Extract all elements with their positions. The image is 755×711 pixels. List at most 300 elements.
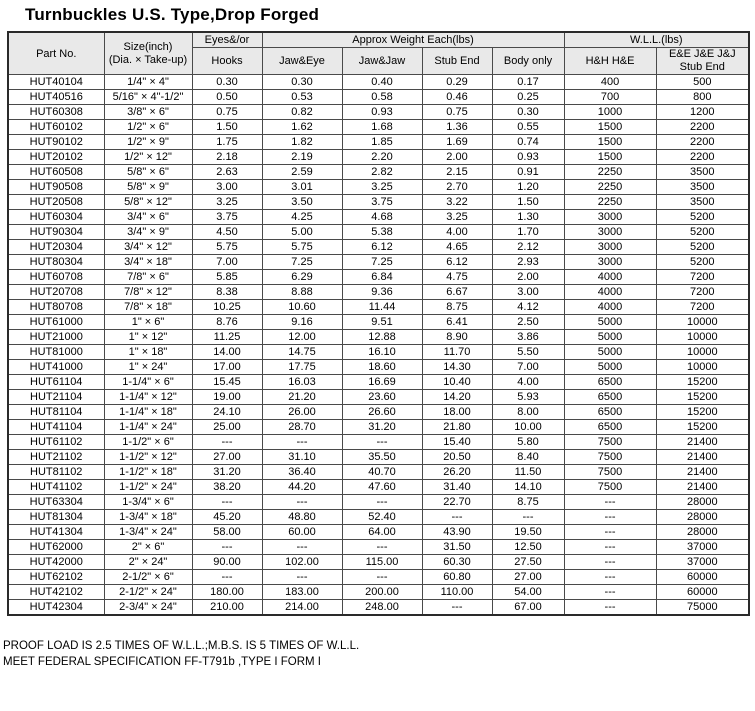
cell-jaw-jaw-weight: --- <box>342 495 422 510</box>
cell-body-only-weight: 4.00 <box>492 375 564 390</box>
cell-jaw-jaw-weight: --- <box>342 570 422 585</box>
cell-stub-end-weight: 4.65 <box>422 240 492 255</box>
table-row <box>8 600 749 616</box>
cell-stub-end-weight: 31.50 <box>422 540 492 555</box>
cell-jaw-jaw-weight: 16.10 <box>342 345 422 360</box>
table-row <box>8 375 749 390</box>
cell-wll-stub-end: 500 <box>656 75 749 90</box>
cell-part-no: HUT20304 <box>8 240 104 255</box>
cell-body-only-weight: 2.93 <box>492 255 564 270</box>
cell-wll-hh-he: 1500 <box>564 150 656 165</box>
table-row <box>8 435 749 450</box>
cell-hooks-weight: --- <box>192 540 262 555</box>
cell-body-only-weight: 0.25 <box>492 90 564 105</box>
cell-jaw-eye-weight: --- <box>262 570 342 585</box>
cell-size: 7/8" × 12" <box>104 285 192 300</box>
cell-jaw-jaw-weight: --- <box>342 540 422 555</box>
cell-part-no: HUT63304 <box>8 495 104 510</box>
cell-size: 5/16" × 4"-1/2" <box>104 90 192 105</box>
cell-part-no: HUT41104 <box>8 420 104 435</box>
table-row <box>8 315 749 330</box>
cell-part-no: HUT60708 <box>8 270 104 285</box>
table-row <box>8 510 749 525</box>
cell-part-no: HUT61104 <box>8 375 104 390</box>
cell-wll-stub-end: 60000 <box>656 585 749 600</box>
cell-part-no: HUT60308 <box>8 105 104 120</box>
cell-jaw-eye-weight: 0.53 <box>262 90 342 105</box>
cell-part-no: HUT81104 <box>8 405 104 420</box>
footer-note-specification: MEET FEDERAL SPECIFICATION FF-T791b ,TYPE I FORM I <box>3 656 322 668</box>
cell-hooks-weight: 5.75 <box>192 240 262 255</box>
cell-part-no: HUT21104 <box>8 390 104 405</box>
cell-body-only-weight: 19.50 <box>492 525 564 540</box>
cell-size: 7/8" × 18" <box>104 300 192 315</box>
cell-hooks-weight: 1.50 <box>192 120 262 135</box>
cell-wll-hh-he: 5000 <box>564 330 656 345</box>
cell-stub-end-weight: 60.80 <box>422 570 492 585</box>
cell-jaw-eye-weight: 9.16 <box>262 315 342 330</box>
cell-wll-stub-end: 3500 <box>656 180 749 195</box>
footer-notes <box>3 638 755 670</box>
table-row <box>8 165 749 180</box>
cell-wll-hh-he: 6500 <box>564 405 656 420</box>
table-row <box>8 465 749 480</box>
cell-wll-hh-he: --- <box>564 525 656 540</box>
cell-hooks-weight: 1.75 <box>192 135 262 150</box>
cell-size: 1" × 18" <box>104 345 192 360</box>
cell-stub-end-weight: 6.12 <box>422 255 492 270</box>
cell-wll-hh-he: 4000 <box>564 285 656 300</box>
cell-wll-stub-end: 75000 <box>656 600 749 616</box>
cell-stub-end-weight: 1.36 <box>422 120 492 135</box>
table-row <box>8 135 749 150</box>
cell-wll-stub-end: 28000 <box>656 495 749 510</box>
cell-jaw-jaw-weight: 5.38 <box>342 225 422 240</box>
cell-body-only-weight: 54.00 <box>492 585 564 600</box>
cell-wll-hh-he: 5000 <box>564 360 656 375</box>
cell-part-no: HUT40104 <box>8 75 104 90</box>
cell-body-only-weight: 10.00 <box>492 420 564 435</box>
cell-jaw-jaw-weight: 52.40 <box>342 510 422 525</box>
cell-stub-end-weight: 4.00 <box>422 225 492 240</box>
table-row <box>8 75 749 90</box>
cell-stub-end-weight: 110.00 <box>422 585 492 600</box>
cell-body-only-weight: 5.50 <box>492 345 564 360</box>
cell-stub-end-weight: 22.70 <box>422 495 492 510</box>
cell-body-only-weight: 0.91 <box>492 165 564 180</box>
cell-body-only-weight: 2.12 <box>492 240 564 255</box>
cell-hooks-weight: 4.50 <box>192 225 262 240</box>
header-size-line2: (Dia. × Take-up) <box>108 53 188 66</box>
table-row <box>8 450 749 465</box>
cell-wll-stub-end: 7200 <box>656 300 749 315</box>
header-wll: W.L.L.(lbs) <box>564 32 749 48</box>
cell-hooks-weight: 31.20 <box>192 465 262 480</box>
table-row <box>8 195 749 210</box>
page-title: Turnbuckles U.S. Type,Drop Forged <box>25 5 320 24</box>
footer-note-proof-load: PROOF LOAD IS 2.5 TIMES OF W.L.L.;M.B.S. IS 5 TIMES OF W.L.L. <box>3 640 360 652</box>
cell-body-only-weight: 5.93 <box>492 390 564 405</box>
cell-hooks-weight: 0.75 <box>192 105 262 120</box>
cell-part-no: HUT20102 <box>8 150 104 165</box>
cell-wll-hh-he: 2250 <box>564 180 656 195</box>
cell-body-only-weight: 0.17 <box>492 75 564 90</box>
cell-size: 1/2" × 9" <box>104 135 192 150</box>
cell-jaw-jaw-weight: 0.58 <box>342 90 422 105</box>
cell-jaw-jaw-weight: --- <box>342 435 422 450</box>
cell-wll-hh-he: 3000 <box>564 210 656 225</box>
cell-part-no: HUT42102 <box>8 585 104 600</box>
cell-body-only-weight: 0.30 <box>492 105 564 120</box>
turnbuckle-spec-table <box>7 31 750 616</box>
cell-jaw-eye-weight: --- <box>262 540 342 555</box>
cell-size: 1" × 6" <box>104 315 192 330</box>
cell-jaw-jaw-weight: 0.93 <box>342 105 422 120</box>
cell-body-only-weight: --- <box>492 510 564 525</box>
cell-jaw-eye-weight: 16.03 <box>262 375 342 390</box>
table-body <box>8 75 749 616</box>
cell-wll-hh-he: 7500 <box>564 465 656 480</box>
cell-jaw-eye-weight: 2.19 <box>262 150 342 165</box>
cell-hooks-weight: 14.00 <box>192 345 262 360</box>
table-row <box>8 525 749 540</box>
cell-part-no: HUT61000 <box>8 315 104 330</box>
cell-wll-hh-he: 4000 <box>564 300 656 315</box>
table-header <box>8 32 749 75</box>
cell-jaw-jaw-weight: 18.60 <box>342 360 422 375</box>
header-approx-weight: Approx Weight Each(lbs) <box>262 32 564 48</box>
cell-part-no: HUT21000 <box>8 330 104 345</box>
cell-size: 1/4" × 4" <box>104 75 192 90</box>
header-ee-je-jj <box>656 48 749 75</box>
cell-wll-hh-he: 3000 <box>564 225 656 240</box>
cell-hooks-weight: 10.25 <box>192 300 262 315</box>
table-row <box>8 585 749 600</box>
cell-jaw-eye-weight: 102.00 <box>262 555 342 570</box>
cell-jaw-jaw-weight: 23.60 <box>342 390 422 405</box>
table-row <box>8 390 749 405</box>
cell-body-only-weight: 7.00 <box>492 360 564 375</box>
cell-size: 1" × 24" <box>104 360 192 375</box>
cell-wll-hh-he: 1500 <box>564 135 656 150</box>
table-row <box>8 360 749 375</box>
cell-jaw-eye-weight: --- <box>262 435 342 450</box>
cell-body-only-weight: 0.93 <box>492 150 564 165</box>
table-row <box>8 330 749 345</box>
cell-body-only-weight: 2.50 <box>492 315 564 330</box>
cell-jaw-eye-weight: 3.01 <box>262 180 342 195</box>
cell-stub-end-weight: 10.40 <box>422 375 492 390</box>
table-row <box>8 570 749 585</box>
cell-body-only-weight: 3.00 <box>492 285 564 300</box>
cell-size: 3/4" × 18" <box>104 255 192 270</box>
cell-stub-end-weight: 18.00 <box>422 405 492 420</box>
cell-hooks-weight: 19.00 <box>192 390 262 405</box>
cell-stub-end-weight: 14.20 <box>422 390 492 405</box>
header-hh-he: H&H H&E <box>564 48 656 75</box>
table-row <box>8 120 749 135</box>
cell-wll-hh-he: 1500 <box>564 120 656 135</box>
cell-size: 2" × 6" <box>104 540 192 555</box>
cell-part-no: HUT80708 <box>8 300 104 315</box>
table-row <box>8 150 749 165</box>
table-row <box>8 210 749 225</box>
cell-stub-end-weight: 8.75 <box>422 300 492 315</box>
cell-size: 2-3/4" × 24" <box>104 600 192 616</box>
cell-jaw-eye-weight: 1.82 <box>262 135 342 150</box>
cell-stub-end-weight: 3.22 <box>422 195 492 210</box>
cell-size: 2-1/2" × 24" <box>104 585 192 600</box>
cell-jaw-eye-weight: 12.00 <box>262 330 342 345</box>
table-row <box>8 180 749 195</box>
cell-hooks-weight: 17.00 <box>192 360 262 375</box>
cell-body-only-weight: 0.74 <box>492 135 564 150</box>
cell-stub-end-weight: 0.46 <box>422 90 492 105</box>
cell-hooks-weight: 27.00 <box>192 450 262 465</box>
cell-hooks-weight: --- <box>192 570 262 585</box>
table-row <box>8 555 749 570</box>
cell-size: 1-1/2" × 12" <box>104 450 192 465</box>
cell-hooks-weight: 7.00 <box>192 255 262 270</box>
cell-part-no: HUT90508 <box>8 180 104 195</box>
cell-stub-end-weight: 31.40 <box>422 480 492 495</box>
cell-part-no: HUT80304 <box>8 255 104 270</box>
cell-wll-stub-end: 21400 <box>656 450 749 465</box>
cell-wll-hh-he: --- <box>564 570 656 585</box>
cell-wll-stub-end: 5200 <box>656 225 749 240</box>
cell-size: 1-1/2" × 18" <box>104 465 192 480</box>
cell-jaw-eye-weight: 183.00 <box>262 585 342 600</box>
cell-wll-stub-end: 1200 <box>656 105 749 120</box>
cell-hooks-weight: 11.25 <box>192 330 262 345</box>
cell-size: 1-1/4" × 12" <box>104 390 192 405</box>
cell-body-only-weight: 27.50 <box>492 555 564 570</box>
cell-jaw-jaw-weight: 1.85 <box>342 135 422 150</box>
cell-jaw-eye-weight: 48.80 <box>262 510 342 525</box>
table-row <box>8 285 749 300</box>
table-row <box>8 270 749 285</box>
cell-size: 5/8" × 6" <box>104 165 192 180</box>
cell-stub-end-weight: 0.29 <box>422 75 492 90</box>
table-row <box>8 240 749 255</box>
table-row <box>8 480 749 495</box>
cell-size: 1-1/4" × 6" <box>104 375 192 390</box>
cell-hooks-weight: 15.45 <box>192 375 262 390</box>
cell-jaw-jaw-weight: 9.36 <box>342 285 422 300</box>
cell-jaw-jaw-weight: 2.20 <box>342 150 422 165</box>
cell-size: 1-1/4" × 24" <box>104 420 192 435</box>
cell-hooks-weight: 210.00 <box>192 600 262 616</box>
cell-wll-hh-he: --- <box>564 600 656 616</box>
cell-jaw-jaw-weight: 6.84 <box>342 270 422 285</box>
cell-hooks-weight: 2.63 <box>192 165 262 180</box>
header-size <box>104 32 192 75</box>
header-hooks: Hooks <box>192 48 262 75</box>
cell-jaw-jaw-weight: 11.44 <box>342 300 422 315</box>
cell-body-only-weight: 8.00 <box>492 405 564 420</box>
cell-stub-end-weight: 60.30 <box>422 555 492 570</box>
cell-jaw-jaw-weight: 1.68 <box>342 120 422 135</box>
cell-part-no: HUT60508 <box>8 165 104 180</box>
cell-hooks-weight: 0.50 <box>192 90 262 105</box>
cell-stub-end-weight: 15.40 <box>422 435 492 450</box>
cell-wll-hh-he: --- <box>564 495 656 510</box>
cell-stub-end-weight: 2.70 <box>422 180 492 195</box>
cell-part-no: HUT60102 <box>8 120 104 135</box>
table-row <box>8 540 749 555</box>
cell-body-only-weight: 27.00 <box>492 570 564 585</box>
cell-wll-stub-end: 7200 <box>656 285 749 300</box>
cell-wll-stub-end: 3500 <box>656 195 749 210</box>
cell-hooks-weight: 25.00 <box>192 420 262 435</box>
cell-jaw-jaw-weight: 64.00 <box>342 525 422 540</box>
table-row <box>8 255 749 270</box>
cell-wll-hh-he: 4000 <box>564 270 656 285</box>
cell-wll-stub-end: 15200 <box>656 375 749 390</box>
cell-wll-stub-end: 21400 <box>656 480 749 495</box>
cell-part-no: HUT42000 <box>8 555 104 570</box>
cell-part-no: HUT60304 <box>8 210 104 225</box>
cell-hooks-weight: 45.20 <box>192 510 262 525</box>
cell-jaw-eye-weight: 31.10 <box>262 450 342 465</box>
cell-jaw-jaw-weight: 26.60 <box>342 405 422 420</box>
cell-hooks-weight: 0.30 <box>192 75 262 90</box>
cell-size: 5/8" × 12" <box>104 195 192 210</box>
cell-jaw-eye-weight: 3.50 <box>262 195 342 210</box>
header-ee-je-jj-line1: E&E J&E J&J <box>668 48 736 60</box>
cell-hooks-weight: 5.85 <box>192 270 262 285</box>
cell-wll-stub-end: 2200 <box>656 135 749 150</box>
cell-size: 1" × 12" <box>104 330 192 345</box>
cell-wll-stub-end: 37000 <box>656 555 749 570</box>
cell-hooks-weight: --- <box>192 495 262 510</box>
cell-wll-hh-he: --- <box>564 585 656 600</box>
cell-size: 2-1/2" × 6" <box>104 570 192 585</box>
cell-wll-stub-end: 15200 <box>656 390 749 405</box>
cell-jaw-jaw-weight: 2.82 <box>342 165 422 180</box>
cell-wll-hh-he: 3000 <box>564 255 656 270</box>
cell-stub-end-weight: 1.69 <box>422 135 492 150</box>
cell-part-no: HUT90102 <box>8 135 104 150</box>
cell-part-no: HUT61102 <box>8 435 104 450</box>
cell-jaw-eye-weight: 4.25 <box>262 210 342 225</box>
cell-jaw-jaw-weight: 31.20 <box>342 420 422 435</box>
cell-size: 1-3/4" × 6" <box>104 495 192 510</box>
cell-stub-end-weight: 43.90 <box>422 525 492 540</box>
cell-wll-hh-he: 7500 <box>564 450 656 465</box>
cell-stub-end-weight: 0.75 <box>422 105 492 120</box>
cell-size: 3/8" × 6" <box>104 105 192 120</box>
cell-jaw-jaw-weight: 248.00 <box>342 600 422 616</box>
header-jaw-eye: Jaw&Eye <box>262 48 342 75</box>
cell-size: 1-1/2" × 24" <box>104 480 192 495</box>
cell-hooks-weight: 90.00 <box>192 555 262 570</box>
cell-stub-end-weight: --- <box>422 510 492 525</box>
cell-wll-stub-end: 21400 <box>656 435 749 450</box>
cell-jaw-eye-weight: 0.82 <box>262 105 342 120</box>
cell-part-no: HUT81304 <box>8 510 104 525</box>
cell-stub-end-weight: 11.70 <box>422 345 492 360</box>
cell-size: 1-1/2" × 6" <box>104 435 192 450</box>
cell-wll-hh-he: 1000 <box>564 105 656 120</box>
cell-wll-hh-he: 5000 <box>564 315 656 330</box>
cell-part-no: HUT20708 <box>8 285 104 300</box>
cell-body-only-weight: 14.10 <box>492 480 564 495</box>
cell-wll-stub-end: 28000 <box>656 525 749 540</box>
cell-size: 2" × 24" <box>104 555 192 570</box>
cell-size: 1/2" × 6" <box>104 120 192 135</box>
cell-wll-stub-end: 800 <box>656 90 749 105</box>
cell-jaw-jaw-weight: 0.40 <box>342 75 422 90</box>
cell-size: 1-3/4" × 18" <box>104 510 192 525</box>
cell-body-only-weight: 1.50 <box>492 195 564 210</box>
cell-stub-end-weight: 14.30 <box>422 360 492 375</box>
cell-hooks-weight: 8.38 <box>192 285 262 300</box>
cell-stub-end-weight: 26.20 <box>422 465 492 480</box>
cell-stub-end-weight: 8.90 <box>422 330 492 345</box>
cell-wll-hh-he: 6500 <box>564 390 656 405</box>
table-row <box>8 405 749 420</box>
cell-wll-stub-end: 10000 <box>656 345 749 360</box>
cell-wll-stub-end: 37000 <box>656 540 749 555</box>
cell-jaw-jaw-weight: 3.25 <box>342 180 422 195</box>
cell-body-only-weight: 2.00 <box>492 270 564 285</box>
cell-wll-stub-end: 3500 <box>656 165 749 180</box>
cell-wll-stub-end: 10000 <box>656 330 749 345</box>
cell-stub-end-weight: 6.41 <box>422 315 492 330</box>
cell-part-no: HUT62102 <box>8 570 104 585</box>
cell-jaw-jaw-weight: 16.69 <box>342 375 422 390</box>
cell-size: 5/8" × 9" <box>104 180 192 195</box>
cell-stub-end-weight: 4.75 <box>422 270 492 285</box>
cell-jaw-eye-weight: 10.60 <box>262 300 342 315</box>
header-part-no: Part No. <box>8 32 104 75</box>
cell-part-no: HUT41102 <box>8 480 104 495</box>
cell-wll-hh-he: 400 <box>564 75 656 90</box>
cell-hooks-weight: 3.25 <box>192 195 262 210</box>
cell-jaw-eye-weight: 14.75 <box>262 345 342 360</box>
cell-body-only-weight: 67.00 <box>492 600 564 616</box>
cell-stub-end-weight: 3.25 <box>422 210 492 225</box>
cell-body-only-weight: 12.50 <box>492 540 564 555</box>
cell-stub-end-weight: 21.80 <box>422 420 492 435</box>
cell-jaw-eye-weight: 28.70 <box>262 420 342 435</box>
cell-stub-end-weight: 2.00 <box>422 150 492 165</box>
header-eyes-or: Eyes&/or <box>192 32 262 48</box>
cell-size: 3/4" × 12" <box>104 240 192 255</box>
table-row <box>8 495 749 510</box>
cell-jaw-eye-weight: --- <box>262 495 342 510</box>
cell-wll-hh-he: 6500 <box>564 420 656 435</box>
cell-jaw-jaw-weight: 115.00 <box>342 555 422 570</box>
cell-body-only-weight: 11.50 <box>492 465 564 480</box>
cell-jaw-eye-weight: 5.00 <box>262 225 342 240</box>
cell-size: 1-3/4" × 24" <box>104 525 192 540</box>
cell-jaw-jaw-weight: 40.70 <box>342 465 422 480</box>
cell-part-no: HUT21102 <box>8 450 104 465</box>
cell-size: 1-1/4" × 18" <box>104 405 192 420</box>
cell-wll-hh-he: 6500 <box>564 375 656 390</box>
cell-wll-hh-he: --- <box>564 540 656 555</box>
cell-jaw-eye-weight: 2.59 <box>262 165 342 180</box>
cell-size: 1/2" × 12" <box>104 150 192 165</box>
cell-wll-stub-end: 60000 <box>656 570 749 585</box>
cell-wll-hh-he: 2250 <box>564 165 656 180</box>
cell-jaw-jaw-weight: 47.60 <box>342 480 422 495</box>
cell-part-no: HUT81102 <box>8 465 104 480</box>
cell-part-no: HUT41304 <box>8 525 104 540</box>
table-row <box>8 225 749 240</box>
